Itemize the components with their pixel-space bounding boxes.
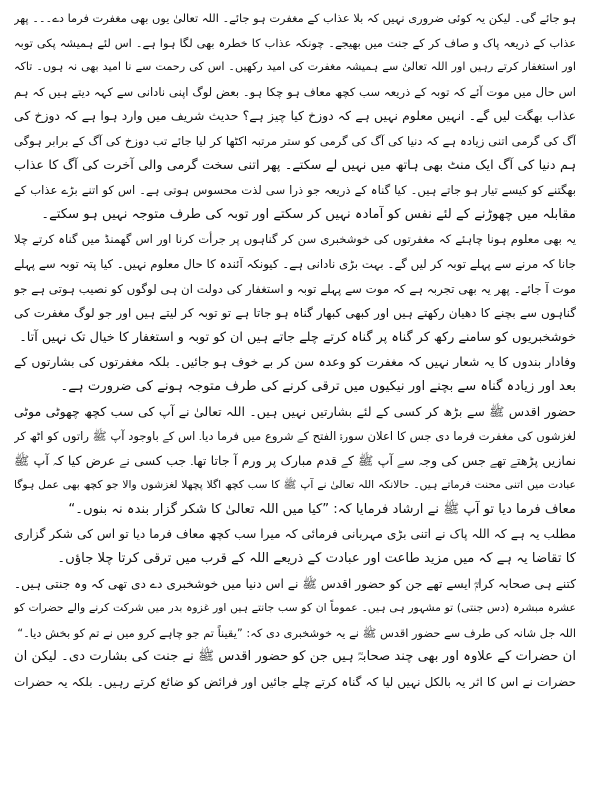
- text-line: مقابلہ میں چھوڑنے کے لئے نفس کو آمادہ نہیں کر سکتے اور توبہ کی طرف متوجہ نہیں ہو سکتے۔: [41, 206, 576, 222]
- text-line: لغزشوں کی مغفرت فرما دی جس کا اعلان سورۃ الفتح کے شروع میں فرما دیا۔ اس کے باوجود آپ ﷺ راتوں کو اٹھ کر: [14, 429, 576, 444]
- text-line: حضور اقدس ﷺ سے بڑھ کر کسی کے لئے بشارتیں نہیں ہیں۔ اللہ تعالیٰ نے آپ کی سب کچھ چھوٹی موٹی: [14, 403, 576, 419]
- text-line: اور استغفار کرتے رہیں اور اللہ تعالیٰ سے ہمیشہ مغفرت کی امید رکھیں۔ اس کی رحمت سے نا امید بھی نہ ہوں۔ تاکہ: [14, 60, 576, 74]
- text-line: بعد اور زیادہ گناہ سے بچنے اور نیکیوں میں ترقی کرنے کی طرف متوجہ ہونے کی ضرورت ہے۔: [60, 378, 576, 394]
- text-line: معاف فرما دیا تو آپ ﷺ نے ارشاد فرمایا کہ: ”کیا میں اللہ تعالیٰ کا شکر گزار بندہ نہ بنوں۔“: [68, 501, 576, 517]
- text-line: یہ بھی معلوم ہونا چاہئے کہ مغفرتوں کی خوشخبری سن کر گناہوں پر جرأت کرنا اور اس گھمنڈ میں گناہ کرتے چلا: [14, 232, 576, 247]
- text-line: حضرات نے اس کا اثر یہ بالکل نہیں لیا کہ گناہ کرتے چلے جائیں اور فرائض کو ضائع کرتے رہیں۔ بلکہ یہ حضرات: [14, 675, 576, 690]
- paragraph: [14, 227, 576, 350]
- text-line: وفادار بندوں کا یہ شعار نہیں کہ مغفرت کو وعدہ سن کر بے خوف ہو جائیں۔ بلکہ مغفرتوں کی بشارتوں کے: [14, 354, 576, 370]
- text-line: عشرہ مبشرہ (دس جنتی) تو مشہور ہی ہیں۔ عموماً ان کو سب جانتے ہیں اور غزوہ بدر میں شرکت کرنے والے حضرات کو: [14, 601, 576, 615]
- text-line: خوشخبریوں کو سامنے رکھ کر گناہ پر گناہ کرتے چلے جاتے ہیں ان کو توبہ و استغفار کا خیال تک نہیں آتا۔: [19, 329, 576, 345]
- text-line: بھگتنے کو کیسے تیار ہو جاتے ہیں۔ کیا گناہ کے ذریعہ جو ذرا سی لذت محسوس ہوتی ہے۔ اس کو اتنے بڑے عذاب کے: [14, 183, 576, 198]
- text-line: مطلب یہ ہے کہ اللہ پاک نے اتنی بڑی مہربانی فرمائی کہ میرا سب کچھ معاف فرما دیا تو اس کی شکر گزاری: [14, 527, 576, 542]
- text-line: ہو جائے گی۔ لیکن یہ کوئی ضروری نہیں کہ بلا عذاب کے مغفرت ہو جائے۔ اللہ تعالیٰ یوں بھی مغفرت فرما دے۔۔۔ پھر: [14, 11, 576, 25]
- text-line: اس حال میں موت آئے کہ توبہ کے ذریعہ سب کچھ معاف ہو چکا ہو۔ بعض لوگ اپنی نادانی سے کہہ دیتے ہیں کہ ہم: [14, 84, 576, 99]
- text-line: عبادت میں اتنی محنت فرماتے ہیں۔ حالانکہ اللہ تعالیٰ نے آپ ﷺ کا سب کچھ اگلا پچھلا لغزشوں والا جو کچھ بھی عمل ہوگا: [14, 478, 576, 492]
- paragraph: [14, 645, 576, 694]
- paragraph: [14, 572, 576, 646]
- text-line: گناہوں سے بچنے کا دھیان رکھتے ہیں اور کبھی کبھار گناہ ہو جاتا ہے تو توبہ کر لیتے ہیں اور جو لوگ مغفرت کی: [14, 306, 576, 321]
- paragraph: [14, 400, 576, 523]
- text-line: ہم دنیا کی آگ ایک منٹ بھی ہاتھ میں نہیں لے سکتے۔ پھر اتنی سخت گرمی والی آخرت کی آگ کا عذاب: [14, 157, 576, 173]
- text-line: آگ کی گرمی اتنی زیادہ ہے کہ دنیا کی آگ کی گرمی کو ستر مرتبہ اکٹھا کر لیا جائے تب دوزخ کی آگ کے برابر ہوگی: [14, 133, 576, 148]
- text-line: ان حضرات کے علاوہ اور بھی چند صحابہؓ ہیں جن کو حضور اقدس ﷺ نے جنت کی بشارت دی۔ لیکن ان: [14, 649, 576, 665]
- text-line: نمازیں پڑھتے تھے جس کی وجہ سے آپ ﷺ کے قدم مبارک پر ورم آ جاتا تھا۔ جب کسی نے عرض کیا کہ آپ ﷺ: [14, 452, 576, 468]
- paragraph: [14, 522, 576, 571]
- text-line: موت آ جائے۔ پھر یہ بھی تجربہ ہے کہ موت سے پہلے توبہ و استغفار کی دولت ان ہی لوگوں کو نصیب ہوتی ہے جو: [14, 281, 576, 296]
- text-line: جانا کہ مرنے سے پہلے توبہ کر لیں گے۔ بہت بڑی نادانی ہے۔ کیونکہ آئندہ کا حال معلوم نہیں۔ کیا پتہ توبہ سے پہلے: [14, 256, 576, 271]
- text-line: کتنے ہی صحابہ کرامؓ ایسے تھے جن کو حضور اقدس ﷺ نے اس دنیا میں خوشخبری دے دی تھی کہ وہ جنتی ہیں۔: [14, 576, 576, 591]
- text-line: عذاب بھگت لیں گے۔ انہیں معلوم نہیں ہے کہ دوزخ کیا چیز ہے؟ حدیث شریف میں وارد ہوا ہے کہ دوزخ کی: [14, 108, 576, 124]
- text-line: کا تقاضا یہ ہے کہ میں مزید طاعت اور عبادت کے ذریعے اللہ کے قرب میں ترقی کرتا چلا جاؤں۔: [57, 551, 576, 567]
- text-line: اللہ جل شانہ کی طرف سے حضور اقدس ﷺ نے یہ خوشخبری دی کہ: ”یقیناً تم جو چاہے کرو میں نے تم کو بخش دیا۔“: [17, 625, 576, 640]
- paragraph: [14, 6, 576, 227]
- text-line: عذاب کے ذریعہ پاک و صاف کر کے جنت میں بھیجے۔ چونکہ عذاب کا خطرہ بھی لگا ہوا ہے۔ اس لئے ہمیشہ پکی توبہ: [14, 35, 576, 50]
- paragraph: [14, 350, 576, 399]
